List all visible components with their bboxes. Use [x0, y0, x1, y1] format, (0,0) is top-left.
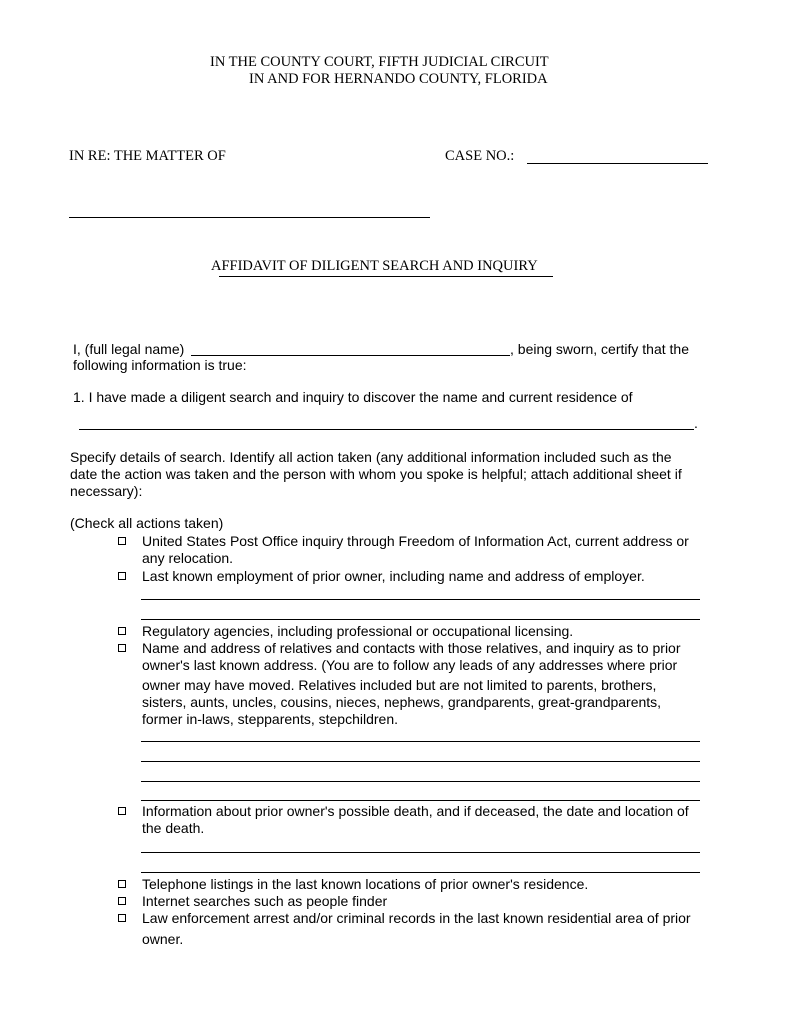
checkbox-telephone[interactable]: [118, 880, 126, 888]
checkbox-employment[interactable]: [118, 572, 126, 580]
employment-detail-line[interactable]: [141, 599, 700, 600]
case-no-field[interactable]: [527, 163, 708, 164]
checklist-line: former in-laws, stepparents, stepchildren.: [142, 711, 398, 727]
relatives-detail-line[interactable]: [141, 800, 700, 801]
checklist-line: the death.: [142, 820, 205, 836]
relatives-detail-line[interactable]: [141, 781, 700, 782]
checklist-item-employment: [142, 568, 712, 585]
checklist-line: Internet searches such as people finder: [142, 893, 388, 909]
title-underline: [219, 276, 553, 277]
checklist-line: Law enforcement arrest and/or criminal records in the last known residential area of prior: [142, 910, 691, 926]
oath-suffix: , being sworn, certify that the: [510, 341, 689, 357]
checklist-item-relatives: [142, 640, 712, 728]
checklist-line: owner may have moved. Relatives included but are not limited to parents, brothers,: [142, 677, 657, 693]
checklist-item-law-enforcement: [142, 910, 712, 948]
employment-detail-line[interactable]: [141, 619, 700, 620]
death-detail-line[interactable]: [141, 872, 700, 873]
owner-residence-field[interactable]: [79, 429, 694, 430]
checklist-line: Information about prior owner's possible death, and if deceased, the date and location of: [142, 803, 689, 819]
checklist-item-death-info: [142, 803, 712, 837]
item1-end-period: .: [694, 415, 698, 431]
instructions-line2: date the action was taken and the person with whom you spoke is helpful; attach additional sheet if: [70, 466, 682, 482]
checkbox-regulatory[interactable]: [118, 627, 126, 635]
checklist-line: owner's last known address. (You are to follow any leads of any addresses where prior: [142, 657, 678, 673]
in-re-label: IN RE: THE MATTER OF: [69, 148, 226, 164]
matter-name-field[interactable]: [69, 217, 430, 218]
checkbox-internet[interactable]: [118, 897, 126, 905]
checkbox-post-office[interactable]: [118, 537, 126, 545]
court-header-line2: IN AND FOR HERNANDO COUNTY, FLORIDA: [249, 71, 548, 87]
full-legal-name-field[interactable]: [191, 355, 510, 356]
checklist-line: Regulatory agencies, including professional or occupational licensing.: [142, 623, 574, 639]
checklist-item-internet: [142, 893, 712, 910]
checklist-line: United States Post Office inquiry through Freedom of Information Act, current address or: [142, 533, 689, 549]
relatives-detail-line[interactable]: [141, 761, 700, 762]
court-header-line1: IN THE COUNTY COURT, FIFTH JUDICIAL CIRCUIT: [210, 54, 549, 70]
item1-text: 1. I have made a diligent search and inquiry to discover the name and current residence of: [73, 389, 633, 405]
checklist-line: any relocation.: [142, 550, 234, 566]
checklist-line: Last known employment of prior owner, including name and address of employer.: [142, 568, 645, 584]
death-detail-line[interactable]: [141, 852, 700, 853]
checklist-item-telephone: [142, 876, 712, 893]
oath-prefix: I, (full legal name): [73, 341, 185, 357]
checklist-item-regulatory: [142, 623, 712, 640]
oath-line2: following information is true:: [73, 357, 247, 373]
instructions-line1: Specify details of search. Identify all action taken (any additional information included such as the: [70, 449, 672, 465]
case-no-label: CASE NO.:: [445, 148, 515, 164]
checklist-line: Telephone listings in the last known locations of prior owner's residence.: [142, 876, 589, 892]
checklist-line: sisters, aunts, uncles, cousins, nieces, nephews, grandparents, great-grandparents,: [142, 694, 662, 710]
affidavit-title: AFFIDAVIT OF DILIGENT SEARCH AND INQUIRY: [211, 258, 538, 274]
checklist-line: Name and address of relatives and contacts with those relatives, and inquiry as to prior: [142, 640, 681, 656]
instructions-line3: necessary):: [70, 483, 143, 499]
checklist-line: owner.: [142, 931, 184, 947]
relatives-detail-line[interactable]: [141, 741, 700, 742]
checkbox-law-enforcement[interactable]: [118, 914, 126, 922]
check-all-label: (Check all actions taken): [70, 515, 224, 531]
checklist-item-post-office: [142, 533, 712, 567]
checkbox-relatives[interactable]: [118, 644, 126, 652]
checkbox-death-info[interactable]: [118, 807, 126, 815]
